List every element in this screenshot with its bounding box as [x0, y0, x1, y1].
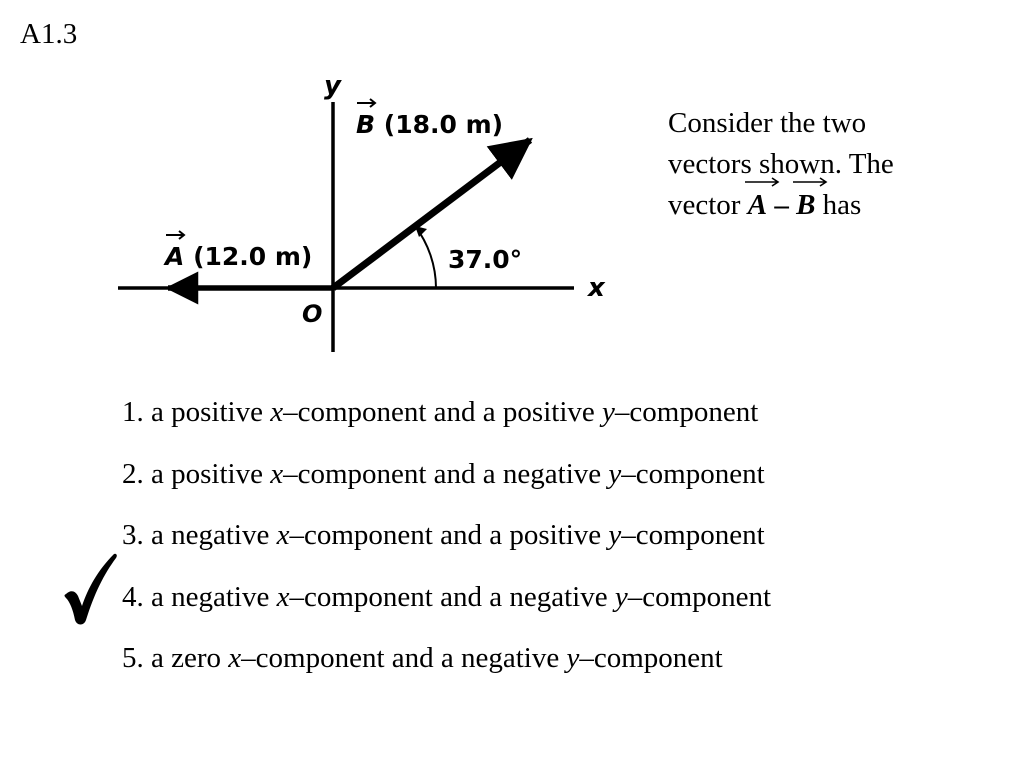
- slide-number: A1.3: [20, 18, 78, 50]
- question-line-3: [668, 185, 968, 226]
- option-number: 1.: [122, 396, 151, 428]
- question-vector-b: [796, 185, 815, 226]
- vector-a-label: [163, 242, 312, 271]
- option-text: –component and a negative: [283, 457, 609, 490]
- option-x-variable: x: [276, 580, 290, 613]
- option-number: 4.: [122, 580, 151, 613]
- option-text: a positive: [151, 457, 271, 490]
- option-x-variable: x: [228, 642, 242, 675]
- y-axis-label: y: [324, 71, 341, 101]
- option-x-variable: x: [276, 519, 290, 552]
- option-y-variable: y: [608, 519, 622, 552]
- answer-options: [122, 393, 771, 701]
- option-text: –component: [627, 580, 772, 613]
- answer-option-5[interactable]: [122, 639, 771, 701]
- answer-option-4[interactable]: [122, 578, 771, 640]
- option-text: –component and a positive: [289, 519, 609, 552]
- option-text: –component: [621, 519, 765, 552]
- option-text: a positive: [151, 396, 271, 428]
- question-vector-a: [748, 185, 767, 226]
- question-vector-a-letter: A: [747, 189, 768, 221]
- vector-b-overarrow-icon: [792, 177, 828, 187]
- option-number: 2.: [122, 457, 151, 490]
- option-text: a zero: [151, 642, 229, 675]
- option-text: –component: [614, 396, 759, 428]
- angle-label: 37.0°: [448, 245, 523, 274]
- option-y-variable: y: [608, 457, 622, 490]
- checkmark-icon: [62, 552, 118, 626]
- vector-a-overarrow-icon: [744, 177, 780, 187]
- option-number: 5.: [122, 642, 151, 675]
- answer-option-2[interactable]: [122, 455, 771, 517]
- question-line-2: vectors shown. The: [668, 148, 894, 180]
- option-text: a negative: [151, 519, 277, 552]
- question-minus: –: [767, 189, 797, 221]
- vector-diagram: [100, 60, 640, 360]
- question-vector-prefix: vector: [668, 189, 748, 221]
- option-x-variable: x: [270, 396, 284, 428]
- option-text: –component: [621, 457, 765, 490]
- option-text: a negative: [151, 580, 277, 613]
- option-text: –component and a negative: [241, 642, 567, 675]
- angle-arc: [415, 226, 436, 288]
- answer-option-3[interactable]: [122, 516, 771, 578]
- question-vector-b-letter: B: [796, 189, 816, 221]
- option-y-variable: y: [602, 396, 615, 428]
- option-y-variable: y: [614, 580, 628, 613]
- vector-a-overarrow: [166, 231, 184, 239]
- option-x-variable: x: [270, 457, 284, 490]
- option-text: –component and a positive: [283, 396, 603, 428]
- vector-b-symbol: B: [356, 110, 376, 139]
- vector-a-symbol: A: [165, 242, 185, 271]
- question-line-1: Consider the two: [668, 107, 867, 139]
- vector-a-magnitude: (12.0 m): [184, 242, 313, 271]
- vector-b-overarrow: [357, 99, 375, 107]
- option-y-variable: y: [566, 642, 580, 675]
- answer-option-1[interactable]: [122, 393, 771, 455]
- question-text: [668, 103, 968, 226]
- option-text: –component and a negative: [289, 580, 615, 613]
- vector-b-label: [356, 110, 503, 139]
- option-text: –component: [579, 642, 723, 675]
- vector-b-magnitude: (18.0 m): [375, 110, 504, 139]
- option-number: 3.: [122, 519, 151, 552]
- x-axis-label: x: [588, 273, 605, 303]
- origin-label: O: [302, 300, 323, 328]
- question-suffix: has: [815, 189, 862, 221]
